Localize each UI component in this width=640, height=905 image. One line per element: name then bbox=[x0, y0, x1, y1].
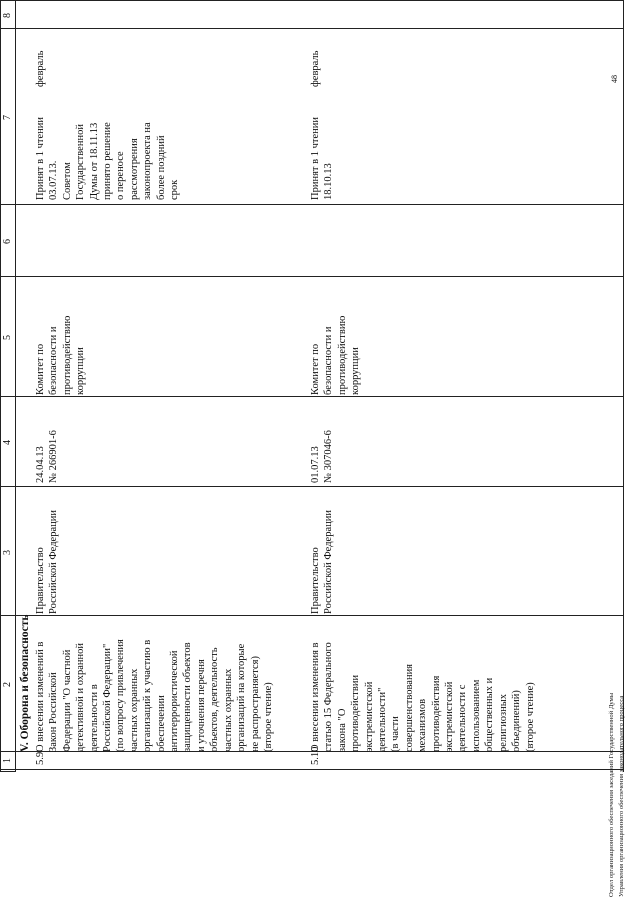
footer-line-2: Управления организационного обеспечения законодательного процесса bbox=[618, 695, 625, 897]
footer-line-1: Отдел организационного обеспечения заседаний Государственной Думы bbox=[608, 692, 615, 897]
row-5-10-number: 5.10 bbox=[310, 746, 321, 765]
col-header-2: 2 bbox=[2, 682, 13, 687]
page-number: 48 bbox=[610, 75, 619, 83]
row-5-10-term: февраль bbox=[310, 50, 321, 87]
col-separator-1 bbox=[0, 769, 624, 770]
row-5-10-status: Принят в 1 чтении 18.10.13 bbox=[310, 117, 335, 200]
row-5-9-term: февраль bbox=[35, 50, 46, 87]
row-5-9-initiator: Правительство Российской Федерации bbox=[35, 510, 60, 614]
section-title: V. Оборона и безопасность bbox=[19, 614, 31, 752]
table-right-border bbox=[0, 0, 624, 1]
col-header-8: 8 bbox=[2, 13, 13, 18]
row-5-9-date-number: 24.04.13 № 266901-6 bbox=[35, 430, 60, 483]
row-5-9-number: 5.9 bbox=[35, 751, 46, 765]
col-header-5: 5 bbox=[2, 335, 13, 340]
row-5-10-initiator: Правительство Российской Федерации bbox=[310, 510, 335, 614]
col-header-6: 6 bbox=[2, 239, 13, 244]
col-separator-7 bbox=[0, 204, 624, 205]
table-left-border bbox=[0, 771, 15, 772]
col-header-3: 3 bbox=[2, 550, 13, 555]
table-bottom-border bbox=[623, 0, 624, 772]
row-5-10-title: О внесении изменения в статью 15 Федерального закона "О противодействии экстремистской деятельности" (в части совершенствования механизмов противодействия экстремистской деятельности с использованием общественных и религиозных объединений) (второе чтение) bbox=[310, 642, 536, 752]
col-header-1: 1 bbox=[2, 758, 13, 763]
row-5-9-status: Принят в 1 чтении 03.07.13. Советом Государственной Думы от 18.11.13 принято решение о переносе рассмотрения законопроекта на более поздний срок bbox=[35, 117, 181, 200]
row-5-10-committee: Комитет по безопасности и противодействию коррупции bbox=[310, 315, 362, 395]
row-5-9-committee: Комитет по безопасности и противодействию коррупции bbox=[35, 315, 87, 395]
row-5-10-date-number: 01.07.13 № 307046-6 bbox=[310, 430, 335, 483]
row-5-9-title: О внесении изменений в Закон Российской Федерации "О частной детективной и охранной деятельности в Российской Федерации" (по вопросу привлечения частных охранных организаций к участию в обеспечении антитеррористической защищенности объектов и уточнения перечня объектов, деятельность частных охранных организаций на которые не распространяется) (второе чтение) bbox=[35, 639, 274, 752]
col-header-4: 4 bbox=[2, 440, 13, 445]
header-bottom-border bbox=[15, 0, 16, 772]
col-header-7: 7 bbox=[2, 115, 13, 120]
